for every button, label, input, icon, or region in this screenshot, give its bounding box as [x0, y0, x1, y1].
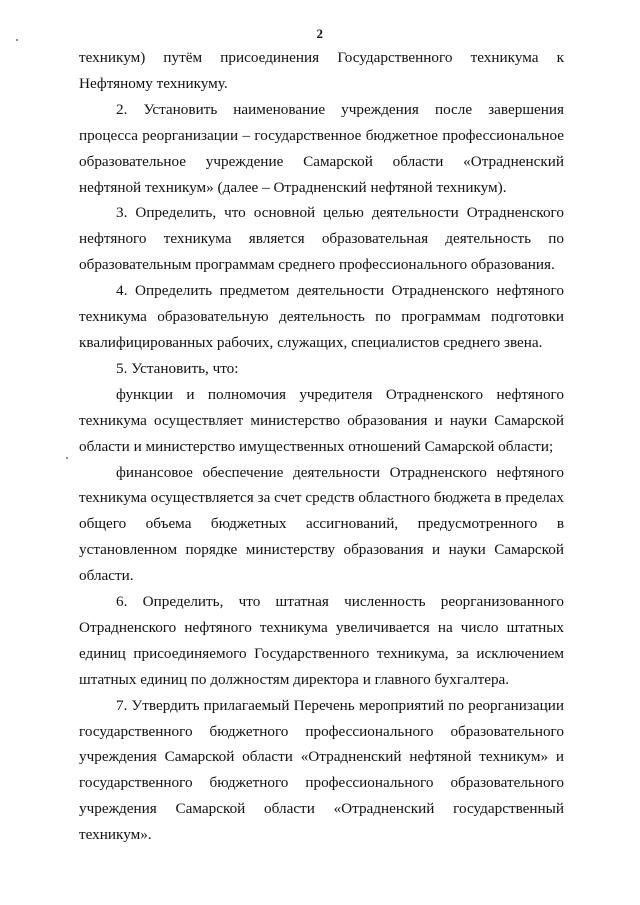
paragraph-continuation: техникум) путём присоединения Государственного техникума к Нефтяному техникуму.	[79, 49, 564, 92]
paragraph-item-7: 7. Утвердить прилагаемый Перечень мероприятий по реорганизации государственного бюджетного профессионального образовательного учреждения Самарской области «Отрадненский нефтяной техникум» и государственного бюджетного профессионального образовательного учреждения Самарской области «Отрадненский государственный техникум».	[79, 696, 564, 844]
paragraph-item-2: 2. Установить наименование учреждения после завершения процесса реорганизации – государственное бюджетное профессиональное образовательное учреждение Самарской области «Отрадненский нефтяной техникум» (далее – Отрадненский нефтяной техникум).	[79, 100, 564, 196]
page-number: 2	[316, 26, 324, 41]
document-body	[79, 45, 564, 848]
scan-speck	[66, 457, 68, 459]
paragraph-item-5-functions: функции и полномочия учредителя Отрадненского нефтяного техникума осуществляет министерство образования и науки Самарской области и министерство имущественных отношений Самарской области;	[79, 385, 564, 455]
paragraph-item-4: 4. Определить предметом деятельности Отрадненского нефтяного техникума образовательную деятельность по программам подготовки квалифицированных рабочих, служащих, специалистов среднего звена.	[79, 282, 564, 351]
paragraph-item-5: 5. Установить, что:	[116, 359, 239, 377]
paragraph-item-5-financing: финансовое обеспечение деятельности Отрадненского нефтяного техникума осуществляется за счет средств областного бюджета в пределах общего объема бюджетных ассигнований, предусмотренного в установленном порядке министерству образования и науки Самарской области.	[79, 463, 564, 585]
paragraph-item-3: 3. Определить, что основной целью деятельности Отрадненского нефтяного техникума является образовательная деятельность по образовательным программам среднего профессионального образования.	[79, 204, 564, 274]
paragraph-item-6: 6. Определить, что штатная численность реорганизованного Отрадненского нефтяного техникума увеличивается на число штатных единиц присоединяемого Государственного техникума, за исключением штатных единиц по должностям директора и главного бухгалтера.	[79, 593, 564, 688]
